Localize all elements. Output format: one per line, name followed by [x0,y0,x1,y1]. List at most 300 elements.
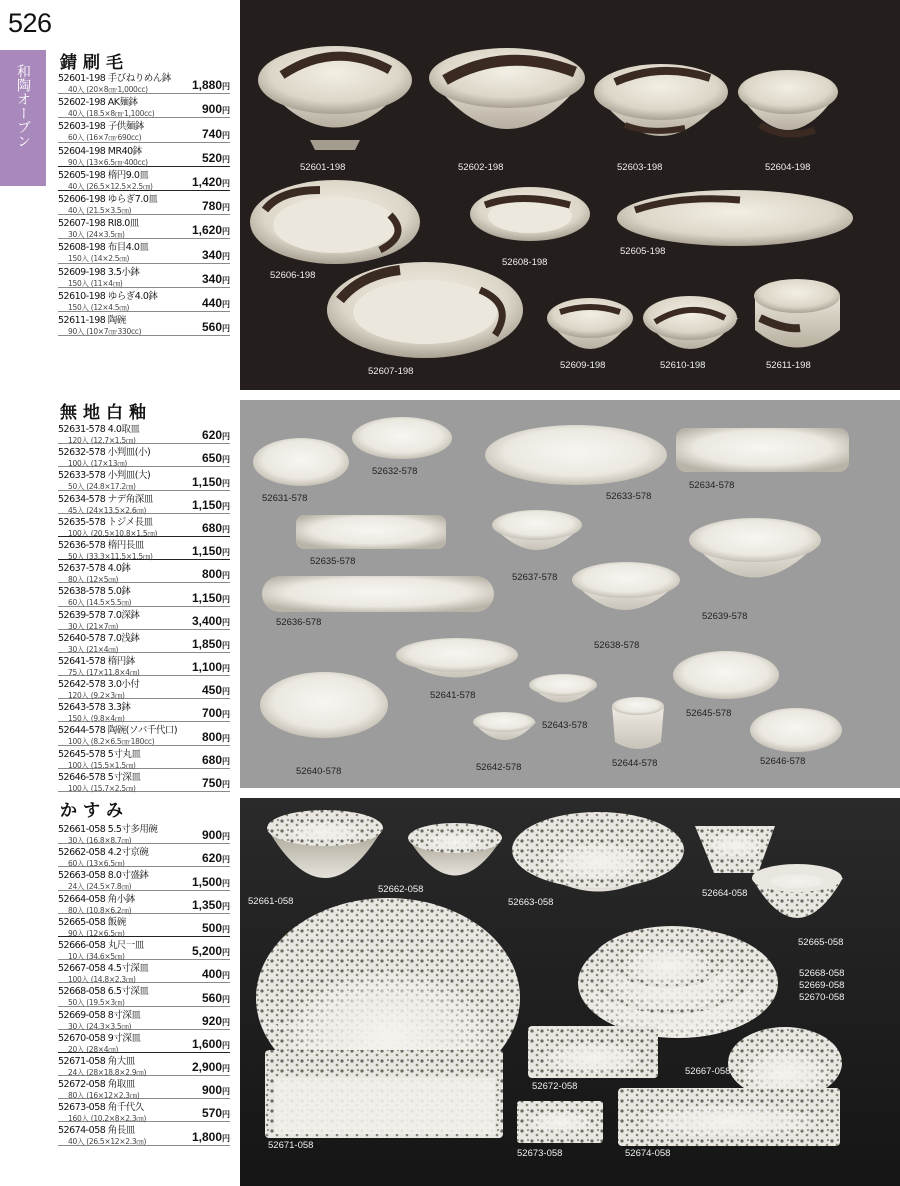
product-name: 52661-058 5.5寸多用碗 [58,824,158,835]
bowl-52664 [695,826,775,873]
plate-52672 [528,1026,658,1078]
product-detail: 100入 (15.7×2.5㎝) [68,783,136,793]
product-price [202,683,230,697]
product-price [202,199,230,213]
label-52640: 52640-578 [296,766,342,777]
label-52643: 52643-578 [542,720,588,731]
product-price [192,1130,230,1144]
product-row[interactable] [58,722,230,745]
product-name: 52635-578 トジメ長皿 [58,516,153,528]
section-title-kasumi: かすみ [60,801,129,821]
price-value: 920 [201,1013,222,1028]
product-detail: 20入 (28×4㎝) [68,1044,119,1054]
price-value: 3,400 [191,613,222,628]
price-value: 1,150 [191,590,222,605]
product-row[interactable] [58,653,230,676]
product-price [192,498,230,512]
yen-unit: 円 [222,432,230,442]
product-name: 52608-198 布目4.0皿 [58,242,149,254]
yen-unit: 円 [222,203,230,213]
product-price [202,521,230,535]
bowl-52602 [429,48,585,129]
product-row[interactable] [58,937,230,960]
product-price [202,151,230,165]
price-value: 1,420 [191,174,222,189]
product-detail: 30入 (21×7㎝) [68,621,119,631]
price-value: 1,880 [191,78,222,93]
yen-unit: 円 [222,878,230,888]
product-name: 52670-058 9寸深皿 [58,1032,141,1044]
plate-52608 [470,187,590,241]
yen-unit: 円 [222,855,230,865]
product-detail: 150入 (14×2.5㎝) [68,254,130,264]
yen-unit: 円 [222,1064,230,1074]
yen-unit: 円 [222,455,230,465]
product-row[interactable] [58,491,230,514]
product-name: 52665-058 飯碗 [58,916,126,928]
label-52665: 52665-058 [798,937,844,948]
label-52666: 52666-058 [262,1021,308,1032]
product-name: 52607-198 RI8.0皿 [58,218,139,230]
product-row[interactable] [58,560,230,583]
product-row[interactable] [58,421,230,444]
product-detail: 40入 (26.5×12.5×2.5㎝) [68,181,153,191]
yen-unit: 円 [222,971,230,981]
yen-unit: 円 [222,1133,230,1143]
label-52662: 52662-058 [378,884,424,895]
bowl-52609 [547,298,633,349]
product-name: 52606-198 ゆらぎ7.0皿 [58,193,158,205]
price-value: 1,150 [191,497,222,512]
product-row[interactable] [58,960,230,983]
price-value: 560 [201,990,222,1005]
product-name: 52644-578 陶碗(ソバ千代口) [58,725,178,737]
product-name: 52669-058 8寸深皿 [58,1009,141,1021]
product-detail: 100入 (14.8×2.3㎝) [68,975,136,985]
product-detail: 30入 (21×4㎝) [68,644,119,654]
plates-52668-52670 [578,926,778,1038]
product-photo-muji-hakuyu [240,400,900,788]
yen-unit: 円 [222,901,230,911]
yen-unit: 円 [222,299,230,309]
product-name: 52639-578 7.0深鉢 [58,609,140,621]
price-value: 520 [201,150,222,165]
bowl-52610 [643,296,738,349]
product-price [202,991,230,1005]
plate-52631 [253,438,349,486]
yen-unit: 円 [222,780,230,789]
yen-unit: 円 [222,106,230,116]
product-row[interactable] [58,867,230,890]
label-52604: 52604-198 [765,162,811,173]
label-52668: 52668-058 [799,968,845,979]
product-name: 52634-578 ナデ角深皿 [58,493,153,505]
price-value: 900 [201,102,222,117]
product-name: 52643-578 3.3鉢 [58,702,131,714]
product-row[interactable] [58,914,230,937]
product-row[interactable] [58,1030,230,1053]
label-52664: 52664-058 [702,888,748,899]
product-detail: 90入 (10×7㎝·330cc) [68,326,142,336]
yen-unit: 円 [222,664,230,674]
product-row[interactable] [58,983,230,1006]
yen-unit: 円 [222,733,230,743]
price-value: 400 [201,967,222,982]
yen-unit: 円 [222,478,230,488]
product-row[interactable] [58,143,230,167]
label-52669: 52669-058 [799,980,845,991]
bowl-52604 [738,70,838,134]
plate-52606 [250,180,420,264]
yen-unit: 円 [222,324,230,334]
product-price [202,272,230,286]
product-name: 52632-578 小判皿(小) [58,447,151,459]
label-52642: 52642-578 [476,762,522,773]
label-52601: 52601-198 [300,162,346,173]
price-value: 340 [201,247,222,262]
oval-plate-52605 [617,190,853,246]
yen-unit: 円 [222,524,230,534]
product-price [192,614,230,628]
label-52641: 52641-578 [430,690,476,701]
product-row[interactable] [58,191,230,215]
yen-unit: 円 [222,640,230,650]
product-price [202,706,230,720]
product-row[interactable] [58,514,230,537]
product-detail: 100入 (15.5×1.5㎝) [68,760,136,770]
price-value: 1,620 [191,223,222,238]
plate-52636 [262,576,494,612]
product-price [202,753,230,767]
price-value: 1,100 [191,660,222,675]
product-list-kasumi [58,821,230,1146]
yen-unit: 円 [222,1017,230,1027]
yen-unit: 円 [222,687,230,697]
product-row[interactable] [58,94,230,118]
label-52670: 52670-058 [799,992,845,1003]
bowl-52663 [512,812,685,892]
bowl-52601 [258,46,412,150]
product-row[interactable] [58,1053,230,1076]
product-price [202,451,230,465]
label-52672: 52672-058 [532,1081,578,1092]
product-price [202,967,230,981]
plate-52635 [296,515,446,549]
side-tab-label: 和陶オーブン [15,64,31,148]
product-detail: 24入 (28×18.8×2.9㎝) [68,1067,147,1077]
product-price [192,1060,230,1074]
label-52674: 52674-058 [625,1148,671,1159]
product-detail: 80入 (10.8×6.2㎝) [68,905,132,915]
product-row[interactable] [58,215,230,239]
product-detail: 60入 (14.5×5.5㎝) [68,598,132,608]
product-row[interactable] [58,264,230,288]
bowl-52662 [408,823,502,876]
product-price [192,544,230,558]
yen-unit: 円 [222,154,230,164]
product-price [192,175,230,189]
product-name: 52672-058 角取皿 [58,1079,135,1091]
label-52602: 52602-198 [458,162,504,173]
product-price [192,944,230,958]
bowl-52661 [267,810,383,878]
product-name: 52640-578 7.0浅鉢 [58,632,140,644]
product-detail: 75入 (17×11.8×4㎝) [68,667,140,677]
product-detail: 10入 (34.6×5㎝) [68,951,125,961]
yen-unit: 円 [222,275,230,285]
product-name: 52667-058 4.5寸深皿 [58,963,149,975]
price-value: 5,200 [191,944,222,959]
product-price [202,828,230,842]
product-name: 52602-198 AK麺鉢 [58,97,138,109]
label-52663: 52663-058 [508,897,554,908]
product-detail: 80入 (16×12×2.3㎝) [68,1091,140,1101]
label-52610: 52610-198 [660,360,706,371]
price-value: 1,800 [191,1129,222,1144]
plate-52632 [352,417,452,459]
product-detail: 40入 (18.5×8㎝·1,100cc) [68,109,155,119]
product-name: 52604-198 MR40鉢 [58,145,142,157]
product-price [192,223,230,237]
label-52605: 52605-198 [620,246,666,257]
product-detail: 150入 (11×4㎝) [68,278,123,288]
label-52639: 52639-578 [702,611,748,622]
product-detail: 160入 (10.2×8×2.3㎝) [68,1114,147,1124]
price-value: 620 [201,428,222,443]
product-price [202,851,230,865]
yen-unit: 円 [222,82,230,92]
product-price [192,1037,230,1051]
product-price [192,898,230,912]
yen-unit: 円 [222,756,230,766]
price-value: 800 [201,729,222,744]
price-value: 1,150 [191,544,222,559]
label-52608: 52608-198 [502,257,548,268]
product-name: 52609-198 3.5小鉢 [58,266,140,278]
label-52636: 52636-578 [276,617,322,628]
plate-52671 [265,1050,503,1138]
product-row[interactable] [58,1076,230,1099]
label-52633: 52633-578 [606,491,652,502]
product-price [202,730,230,744]
product-price [192,475,230,489]
label-52671: 52671-058 [268,1140,314,1151]
product-row[interactable] [58,844,230,867]
product-row[interactable] [58,312,230,336]
product-row[interactable] [58,167,230,191]
product-list-muji-hakuyu [58,421,230,792]
product-price [192,875,230,889]
product-name: 52631-578 4.0取皿 [58,424,140,435]
product-list-sabihake [58,70,230,336]
label-52611: 52611-198 [766,360,811,371]
product-detail: 120入 (12.7×1.5㎝) [68,436,136,445]
label-52634: 52634-578 [689,480,735,491]
product-price [202,1014,230,1028]
product-row[interactable] [58,537,230,560]
price-value: 800 [201,567,222,582]
price-value: 1,850 [191,636,222,651]
yen-unit: 円 [222,832,230,842]
label-52646: 52646-578 [760,756,806,767]
plate-52645 [673,651,779,699]
product-name: 52666-058 丸尺一皿 [58,939,144,951]
product-detail: 40入 (21.5×3.5㎝) [68,205,132,215]
yen-unit: 円 [222,571,230,581]
product-name: 52610-198 ゆらぎ4.0鉢 [58,290,158,302]
label-52603: 52603-198 [617,162,663,173]
product-price [202,296,230,310]
product-name: 52603-198 子供麺鉢 [58,121,144,133]
yen-unit: 円 [222,1110,230,1120]
product-price [202,567,230,581]
yen-unit: 円 [222,1087,230,1097]
product-row[interactable] [58,467,230,490]
product-name: 52671-058 角大皿 [58,1055,135,1067]
product-row[interactable] [58,821,230,844]
product-row[interactable] [58,891,230,914]
plate-52674 [618,1088,840,1146]
price-value: 780 [201,199,222,214]
label-52607: 52607-198 [368,366,414,377]
product-detail: 100入 (8.2×6.5㎝·180cc) [68,737,155,747]
label-52632: 52632-578 [372,466,418,477]
section-title-sabihake: 錆刷毛 [60,53,129,73]
price-value: 750 [201,776,222,790]
product-row[interactable] [58,239,230,263]
product-row[interactable] [58,444,230,467]
label-52645: 52645-578 [686,708,732,719]
product-price [202,776,230,790]
price-value: 740 [201,126,222,141]
category-side-tab[interactable] [0,50,46,186]
product-price [202,1106,230,1120]
product-name: 52636-578 楕円長皿 [58,539,144,551]
bowl-52665 [752,864,843,918]
product-detail: 30入 (24.3×3.5㎝) [68,1021,132,1031]
product-price [202,921,230,935]
price-value: 570 [201,1106,222,1121]
product-name: 52664-058 角小鉢 [58,893,135,905]
yen-unit: 円 [222,548,230,558]
label-52609: 52609-198 [560,360,606,371]
product-detail: 60入 (16×7㎝·690cc) [68,133,142,143]
price-value: 680 [201,752,222,767]
product-detail: 50入 (33.3×11.5×1.5㎝) [68,551,153,561]
price-value: 900 [201,1083,222,1098]
price-value: 650 [201,451,222,466]
product-row[interactable] [58,118,230,142]
product-photo-sabihake [240,0,900,390]
product-name: 52673-058 角千代久 [58,1102,144,1114]
sabihake-dishes-illustration [240,0,900,390]
product-detail: 30入 (16.8×8.7㎝) [68,836,132,845]
price-value: 1,500 [191,874,222,889]
yen-unit: 円 [222,924,230,934]
product-detail: 45入 (24×13.5×2.6㎝) [68,505,147,515]
product-row[interactable] [58,676,230,699]
page-number: 526 [8,8,52,38]
product-name: 52611-198 陶碗 [58,314,126,326]
product-price [202,248,230,262]
product-row[interactable] [58,1122,230,1145]
product-name: 52674-058 角長皿 [58,1125,135,1137]
label-52635: 52635-578 [310,556,356,567]
product-price [202,428,230,442]
product-row[interactable] [58,70,230,94]
product-name: 52605-198 楕円9.0皿 [58,169,149,181]
section-title-muji-hakuyu: 無地白釉 [60,403,152,423]
product-detail: 60入 (13×6.5㎝) [68,859,125,869]
product-photo-kasumi [240,798,900,1186]
product-detail: 40入 (20×8㎝·1,000cc) [68,85,148,94]
plate-52633 [485,425,667,485]
product-name: 52601-198 手びねりめん鉢 [58,73,171,84]
product-row[interactable] [58,1007,230,1030]
price-value: 2,900 [191,1060,222,1075]
bowl-52603 [594,64,728,136]
price-value: 900 [201,828,222,843]
price-value: 680 [201,520,222,535]
yen-unit: 円 [222,710,230,720]
product-price [202,320,230,334]
product-row[interactable] [58,1099,230,1122]
product-detail: 30入 (24×3.5㎝) [68,230,125,240]
product-row[interactable] [58,769,230,792]
product-name: 52637-578 4.0鉢 [58,563,131,575]
price-value: 700 [201,706,222,721]
product-detail: 90入 (12×6.5㎝) [68,928,125,938]
yen-unit: 円 [222,994,230,1004]
product-detail: 120入 (9.2×3㎝) [68,691,125,701]
product-name: 52662-058 4.2寸京碗 [58,847,149,859]
price-value: 500 [201,920,222,935]
product-name: 52642-578 3.0小付 [58,679,140,691]
label-52638: 52638-578 [594,640,640,651]
yen-unit: 円 [222,178,230,188]
plate-52673 [517,1101,603,1143]
product-price [202,127,230,141]
label-52661: 52661-058 [248,896,294,907]
product-row[interactable] [58,607,230,630]
label-52673: 52673-058 [517,1148,563,1159]
yen-unit: 円 [222,1040,230,1050]
yen-unit: 円 [222,948,230,958]
product-name: 52645-578 5寸丸皿 [58,748,141,760]
product-row[interactable] [58,699,230,722]
product-name: 52668-058 6.5寸深皿 [58,986,149,998]
product-detail: 90入 (13×6.5㎝·400cc) [68,157,148,167]
bowl-52611 [754,279,840,348]
product-row[interactable] [58,583,230,606]
product-detail: 50入 (19.5×3㎝) [68,998,125,1008]
product-row[interactable] [58,746,230,769]
price-value: 1,150 [191,474,222,489]
product-detail: 50入 (24.8×17.2㎝) [68,482,136,492]
product-detail: 40入 (26.5×12×2.3㎝) [68,1137,147,1147]
product-row[interactable] [58,630,230,653]
product-row[interactable] [58,288,230,312]
label-52644: 52644-578 [612,758,658,769]
product-price [192,637,230,651]
price-value: 560 [201,320,222,335]
yen-unit: 円 [222,594,230,604]
product-detail: 80入 (12×5㎝) [68,575,119,585]
product-name: 52638-578 5.0鉢 [58,586,131,598]
plate-52646 [750,708,842,752]
label-52631: 52631-578 [262,493,308,504]
yen-unit: 円 [222,501,230,511]
